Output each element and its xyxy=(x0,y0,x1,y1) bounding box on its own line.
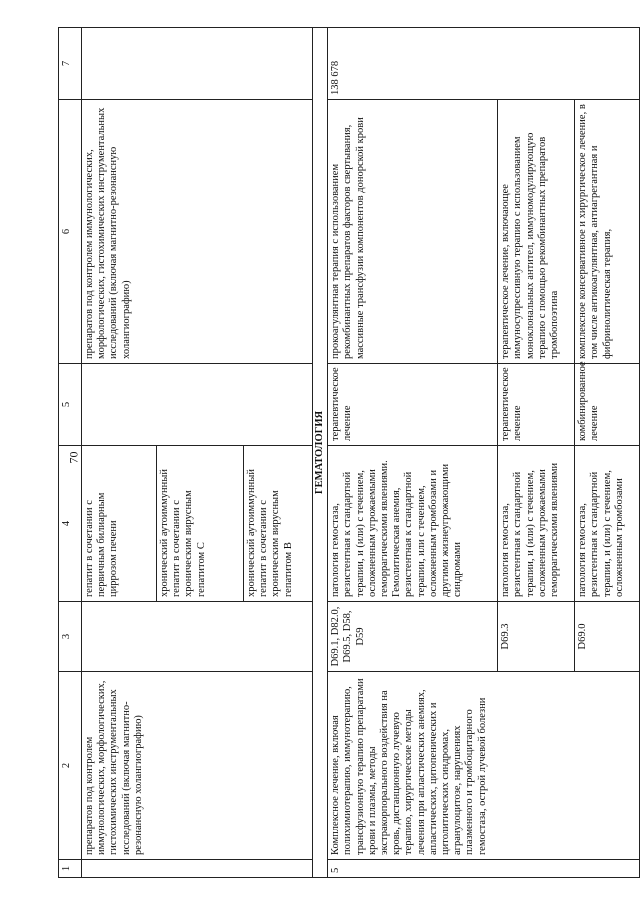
cell-num: 5 xyxy=(328,860,640,878)
col-header-2: 2 xyxy=(59,672,82,860)
col-header-7: 7 xyxy=(59,28,82,100)
diagnosis-item: хронический аутоиммунный гепатит в сочетании с хроническим вирусным гепатитом C xyxy=(157,446,244,601)
page-number: 70 xyxy=(66,451,81,464)
cell-price: 138 678 xyxy=(328,28,640,100)
col-header-5: 5 xyxy=(59,364,82,446)
cell-diagnosis: патология гемостаза, резистентная к стандартной терапии, и (или) с течением, осложненным угрожаемыми геморрагическими явлениями. Гемолитическая анемия, резистентная к стандартной терапии, или с течением, осложненным тромбозами и другими жизнеугрожающими синдромами xyxy=(328,446,498,602)
cell-method: препаратов под контролем иммунологических, морфологических, гистохимических инструментальных исследований (включая магнитно-резонансную холангиографию) xyxy=(82,672,313,860)
cell-price xyxy=(82,28,313,100)
rotated-table-wrapper xyxy=(58,28,625,878)
col-header-4: 4 xyxy=(59,446,82,602)
cell-treatment-method: прокоагулянтная терапия с использованием рекомбинантных препаратов факторов свертывания, массивные трансфузии компонентов донорской крови xyxy=(328,100,498,364)
cell-diagnosis: патология гемостаза, резистентная к стандартной терапии, и (или) с течением, осложненным тромбозами xyxy=(575,446,640,602)
table-row xyxy=(328,28,498,878)
cell-treatment-method: терапевтическое лечение, включающее иммуносупрессивную терапию с использованием моноклональных антител, иммуномодулирующую терапию с помощью рекомбинантных препаратов тромбопоэтина xyxy=(498,100,575,364)
diagnosis-item: гепатит в сочетании с первичным билиарным циррозом печени xyxy=(82,446,157,601)
cell-num xyxy=(82,860,313,878)
cell-method: Комплексное лечение, включая полихимиотерапию, иммунотерапию, трансфузионную терапию препаратами крови и плазмы, методы экстракорпорального воздействия на кровь, дистанционную лучевую терапию, хирургические методы лечения при апластических анемиях, апластических, цитопенических и цитолитических синдромах, агранулоцитозе, нарушениях плазменного и тромбоцитарного гемостаза, острой лучевой болезни xyxy=(328,672,640,860)
services-table xyxy=(58,27,640,878)
cell-treatment-method: комплексное консервативное и хирургическое лечение, в том числе антикоагулянтная, антиагрегантная и фибринолитическая терапия, xyxy=(575,100,640,364)
diagnosis-subtable xyxy=(82,446,312,601)
diagnosis-item: хронический аутоиммунный гепатит в сочетании с хроническим вирусным гепатитом B xyxy=(246,469,294,597)
col-header-3: 3 xyxy=(59,602,82,672)
column-number-row xyxy=(59,28,82,878)
section-title: ГЕМАТОЛОГИЯ xyxy=(313,28,328,878)
table-row-continued xyxy=(82,28,313,878)
cell-treatment-type xyxy=(82,364,313,446)
cell-code: D69.3 xyxy=(498,602,575,672)
cell-treatment-type: терапевтическое лечение xyxy=(498,364,575,446)
cell-treatment-type: комбинированное лечение xyxy=(575,364,640,446)
col-header-6: 6 xyxy=(59,100,82,364)
cell-code: D69.1, D82.0, D69.5, D58, D59 xyxy=(328,602,498,672)
col-header-1: 1 xyxy=(59,860,82,878)
cell-diagnosis xyxy=(82,446,313,602)
cell-diagnosis: патология гемостаза, резистентная к стандартной терапии, и (или) с течением, осложненным угрожаемыми геморрагическими явлениями xyxy=(498,446,575,602)
cell-code xyxy=(82,602,313,672)
cell-code: D69.0 xyxy=(575,602,640,672)
section-header-row xyxy=(313,28,328,878)
cell-treatment-type: терапевтическое лечение xyxy=(328,364,498,446)
cell-treatment-method: препаратов под контролем иммунологических, морфологических, гистохимических инструментальных исследований (включая магнитно-резонансную холангиографию) xyxy=(82,100,313,364)
